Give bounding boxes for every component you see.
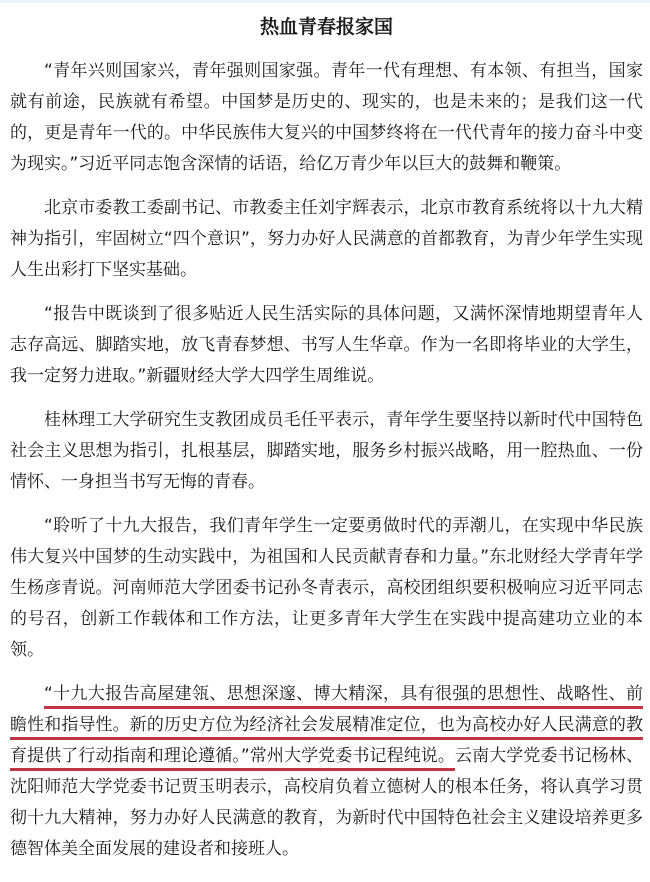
paragraph-6-continuation: 云南大学党委书记杨林、沈阳师范大学党委书记贾玉明表示，高校肩负着立德树人的根本任务，将认真学习贯彻十九大精神，努力办好人民满意的教育，为新时代中国特色社会主义建设培养更多德智体美全面发展的建设者和接班人。 xyxy=(10,746,643,859)
paragraph-6 xyxy=(10,679,643,865)
article-title: 热血青春报家国 xyxy=(259,16,393,38)
paragraph-1: “青年兴则国家兴，青年强则国家强。青年一代有理想、有本领、有担当，国家就有前途，民族就有希望。中国梦是历史的、现实的，也是未来的；是我们这一代的，更是青年一代的。中华民族伟大复兴的中国梦终将在一代代青年的接力奋斗中变为现实。”习近平同志饱含深情的话语，给亿万青少年以巨大的鼓舞和鞭策。 xyxy=(10,61,643,174)
red-underlined-passage: “十九大报告高屋建瓴、思想深邃、博大精深，具有很强的思想性、战略性、前瞻性和指导性。新的历史方位为经济社会发展精准定位，也为高校办好人民满意的教育提供了行动指南和理论遵循。”常州大学党委书记程纯说。 xyxy=(10,684,643,771)
paragraph-3: “报告中既谈到了很多贴近人民生活实际的具体问题，又满怀深情地期望青年人志存高远、脚踏实地，放飞青春梦想、书写人生华章。作为一名即将毕业的大学生，我一定努力进取。”新疆财经大学大四学生周维说。 xyxy=(10,304,643,386)
paragraph-2: 北京市委教工委副书记、市教委主任刘宇辉表示，北京市教育系统将以十九大精神为指引，牢固树立“四个意识”，努力办好人民满意的首都教育，为青少年学生实现人生出彩打下坚实基础。 xyxy=(10,198,643,280)
paragraph-5: “聆听了十九大报告，我们青年学生一定要勇做时代的弄潮儿，在实现中华民族伟大复兴中国梦的生动实践中，为祖国和人民贡献青春和力量。”东北财经大学青年学生杨彦青说。河南师范大学团委书记孙冬青表示，高校团组织要积极响应习近平同志的号召，创新工作载体和工作方法，让更多青年大学生在实践中提高建功立业的本领。 xyxy=(10,516,643,660)
article xyxy=(0,3,650,882)
paragraph-4: 桂林理工大学研究生支教团成员毛任平表示，青年学生要坚持以新时代中国特色社会主义思想为指引，扎根基层，脚踏实地，服务乡村振兴战略，用一腔热血、一份情怀、一身担当书写无悔的青春。 xyxy=(10,410,643,492)
